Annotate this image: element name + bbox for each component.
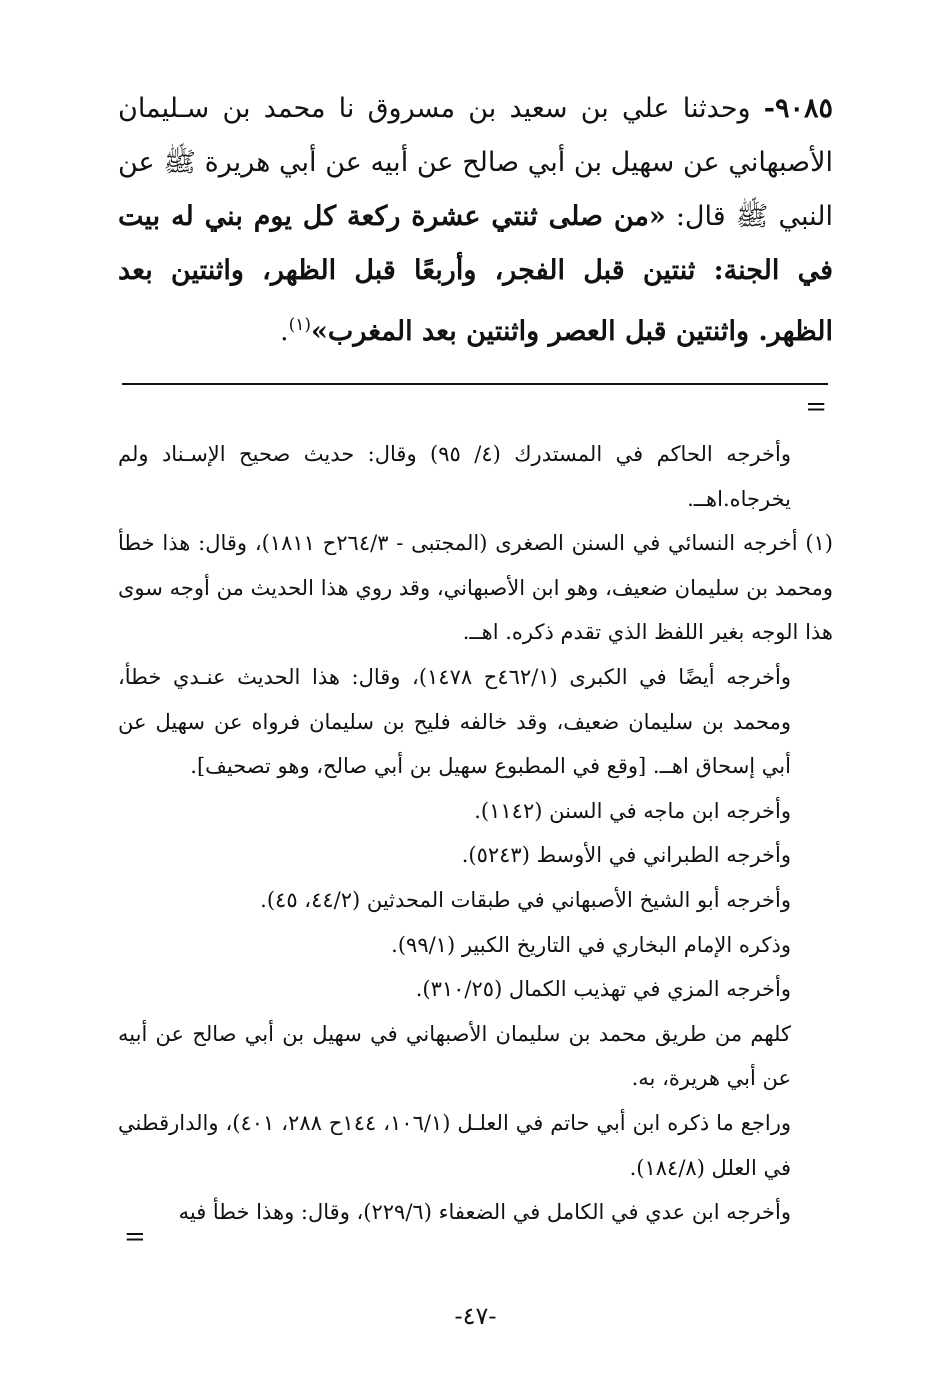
footnote-paragraph: وراجع ما ذكره ابن أبي حاتم في العلـل (١٠٦/١، ١٤٤ح ٢٨٨، ٤٠١)، والدارقطني في العلل (١٨٤/٨). [118, 1110, 792, 1180]
footnote-paragraph: وأخرجه المزي في تهذيب الكمال (٣١٠/٢٥). [415, 977, 791, 1002]
footnote-paragraph: وأخرجه ابن عدي في الكامل في الضعفاء (٢٢٩/٦)، وقال: وهذا خطأ فيه [178, 1200, 791, 1225]
footnote-1: (١) أخرجه النسائي في السنن الصغرى (المجتبى - ٢٦٤/٣ح ١٨١١)، وقال: هذا خطأ ومحمد بن سليمان ضعيف، وهو ابن الأصبهاني، وقد روي هذا الحديث من أوجه سوى هذا الوجه بغير اللفظ الذي تقدم ذكره. اهــ. [118, 531, 833, 645]
hadith-paragraph [118, 82, 833, 359]
hadith-isnad: وحدثنا علي بن سعيد بن مسروق نا محمد بن سـليمان الأصبهاني عن سهيل بن أبي صالح عن أبيه عن أبي هريرة ﷺ عن النبي ﷺ قال: [118, 93, 833, 232]
continuation-mark-top: = [805, 392, 827, 422]
footnote-paragraph: وأخرجه أبو الشيخ الأصبهاني في طبقات المحدثين (٤٤/٢، ٤٥). [260, 887, 791, 912]
hadith-end: . [280, 316, 289, 347]
footnote-continued: وأخرجه الحاكم في المستدرك (٤/ ٩٥) وقال: حديث صحيح الإسـناد ولم يخرجاه.اهــ. [118, 442, 791, 511]
footnotes-section [118, 432, 833, 1235]
footnote-paragraph: وأخرجه الطبراني في الأوسط (٥٢٤٣). [461, 843, 791, 868]
footnote-paragraph: وأخرجه ابن ماجه في السنن (١١٤٢). [474, 798, 791, 823]
page-number: -٤٧- [454, 1302, 497, 1330]
hadith-number: ٩٠٨٥- [763, 93, 833, 124]
footnote-reference: (١) [288, 315, 312, 335]
footnote-paragraph: كلهم من طريق محمد بن سليمان الأصبهاني في سهيل بن أبي صالح عن أبيه عن أبي هريرة، به. [118, 1021, 791, 1091]
footnote-paragraph: وذكره الإمام البخاري في التاريخ الكبير (٩٩/١). [391, 932, 791, 957]
continuation-mark-bottom: = [124, 1222, 146, 1252]
footnote-separator [122, 383, 828, 385]
hadith-matn: «من صلى ثنتي عشرة ركعة كل يوم بني له بيت في الجنة: ثنتين قبل الفجر، وأربعًا قبل الظهر، واثنتين بعد الظهر. واثنتين قبل العصر واثنتين بعد المغرب» [118, 201, 833, 347]
footnote-paragraph: وأخرجه أيضًا في الكبرى (٤٦٢/١ح ١٤٧٨)، وقال: هذا الحديث عنـدي خطأ، ومحمد بن سليمان ضعيف، وقد خالفه فليح بن سليمان فرواه عن سهيل عن أبي إسحاق اهــ. [وقع في المطبوع سهيل بن أبي صالح، وهو تصحيف]. [118, 664, 791, 779]
